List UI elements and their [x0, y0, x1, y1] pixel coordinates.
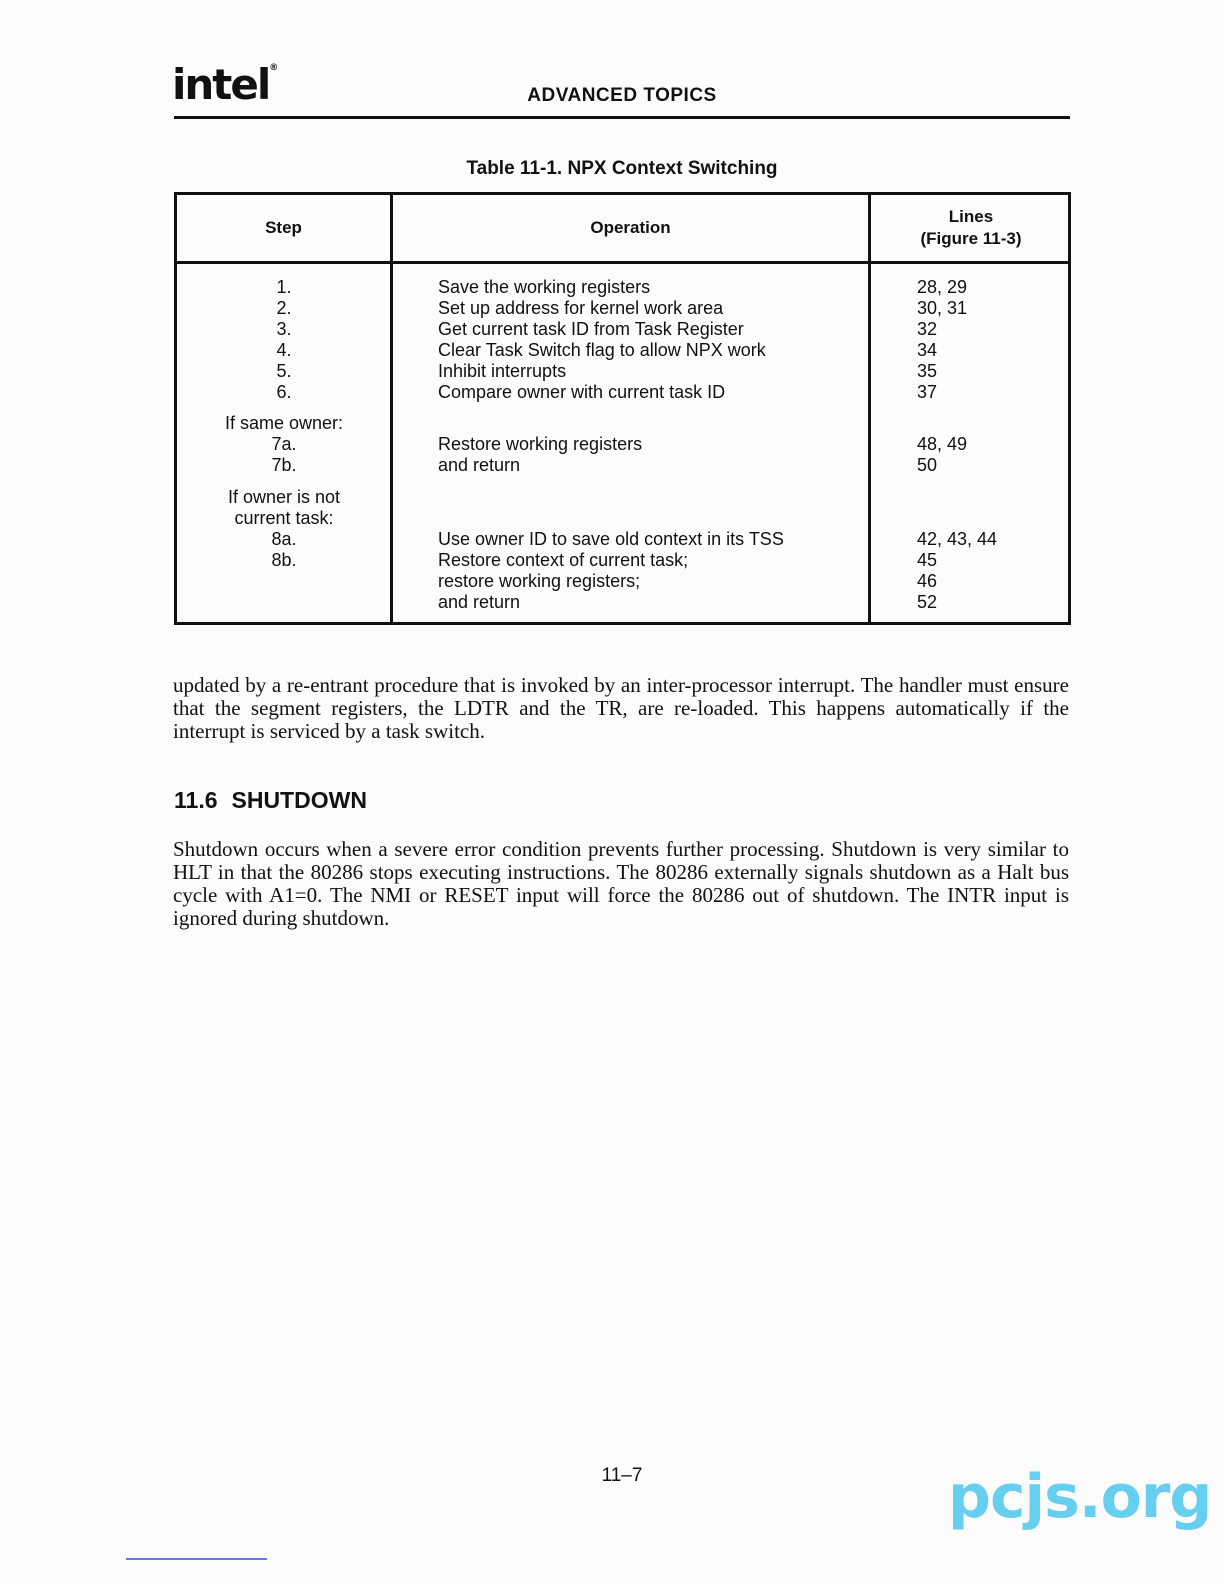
- condition-label-same-owner: If same owner:: [224, 413, 344, 433]
- section-heading: [174, 787, 367, 814]
- lines-cell: 30, 31: [917, 298, 968, 318]
- npx-context-table: [174, 192, 1071, 625]
- table-caption: Table 11-1. NPX Context Switching: [466, 158, 778, 179]
- operation-cell: and return: [438, 592, 521, 612]
- step-cell: 5.: [276, 361, 292, 381]
- lines-cell: 50: [917, 455, 938, 475]
- section-number: 11.6: [174, 787, 218, 813]
- header-step: Step: [265, 218, 302, 237]
- operation-cell: Use owner ID to save old context in its TSS: [438, 529, 784, 549]
- body-paragraph: updated by a re-entrant procedure that is invoked by an inter-processor interrupt. The handler must ensure that the segment registers, the LDTR and the TR, are re-loaded. This happens automatically if the interrupt is serviced by a task switch.: [173, 673, 1069, 743]
- step-cell: 7b.: [271, 455, 297, 475]
- step-cell: 6.: [276, 382, 292, 402]
- header-divider: [177, 261, 1068, 264]
- lines-cell: 46: [917, 571, 938, 591]
- header-lines-figure: (Figure 11-3): [920, 229, 1022, 248]
- step-cell: 8a.: [271, 529, 297, 549]
- running-head: ADVANCED TOPICS: [527, 85, 717, 106]
- header-operation: Operation: [590, 218, 671, 237]
- operation-cell: Inhibit interrupts: [438, 361, 567, 381]
- operation-cell: Restore context of current task;: [438, 550, 689, 570]
- operation-cell: and return: [438, 455, 521, 475]
- operation-cell: Compare owner with current task ID: [438, 382, 726, 402]
- operation-cell: Set up address for kernel work area: [438, 298, 724, 318]
- header-rule: [174, 116, 1070, 119]
- bottom-link-underline: [126, 1558, 267, 1560]
- step-cell: 1.: [276, 277, 292, 297]
- step-cell: 3.: [276, 319, 292, 339]
- shutdown-paragraph: Shutdown occurs when a severe error condition prevents further processing. Shutdown is very similar to HLT in that the 80286 stops executing instructions. The 80286 externally signals shutdown as a Halt bus cycle with A1=0. The NMI or RESET input will force the 80286 out of shutdown. The INTR input is ignored during shutdown.: [173, 837, 1069, 930]
- pcjs-watermark: pcjs.org: [948, 1462, 1212, 1532]
- lines-cell: 34: [917, 340, 938, 360]
- lines-cell: 52: [917, 592, 938, 612]
- operation-cell: Get current task ID from Task Register: [438, 319, 744, 339]
- operation-cell: restore working registers;: [438, 571, 641, 591]
- lines-cell: 42, 43, 44: [917, 529, 998, 549]
- step-cell: 8b.: [271, 550, 297, 570]
- lines-cell: 45: [917, 550, 938, 570]
- operation-cell: Save the working registers: [438, 277, 651, 297]
- step-cell: 2.: [276, 298, 292, 318]
- lines-cell: 37: [917, 382, 938, 402]
- condition-label-not-owner-cont: current task:: [234, 508, 334, 528]
- operation-cell: Clear Task Switch flag to allow NPX work: [438, 340, 766, 360]
- lines-cell: 48, 49: [917, 434, 968, 454]
- operation-cell: Restore working registers: [438, 434, 643, 454]
- step-cell: 4.: [276, 340, 292, 360]
- header-lines: [871, 195, 1071, 261]
- header-lines-label: Lines: [948, 207, 994, 226]
- page-number: 11–7: [601, 1465, 643, 1486]
- intel-logo: intel®: [172, 60, 279, 109]
- condition-label-not-owner: If owner is not: [227, 487, 341, 507]
- lines-cell: 32: [917, 319, 938, 339]
- lines-cell: 28, 29: [917, 277, 968, 297]
- section-title: SHUTDOWN: [231, 787, 367, 813]
- lines-cell: 35: [917, 361, 938, 381]
- step-cell: 7a.: [271, 434, 297, 454]
